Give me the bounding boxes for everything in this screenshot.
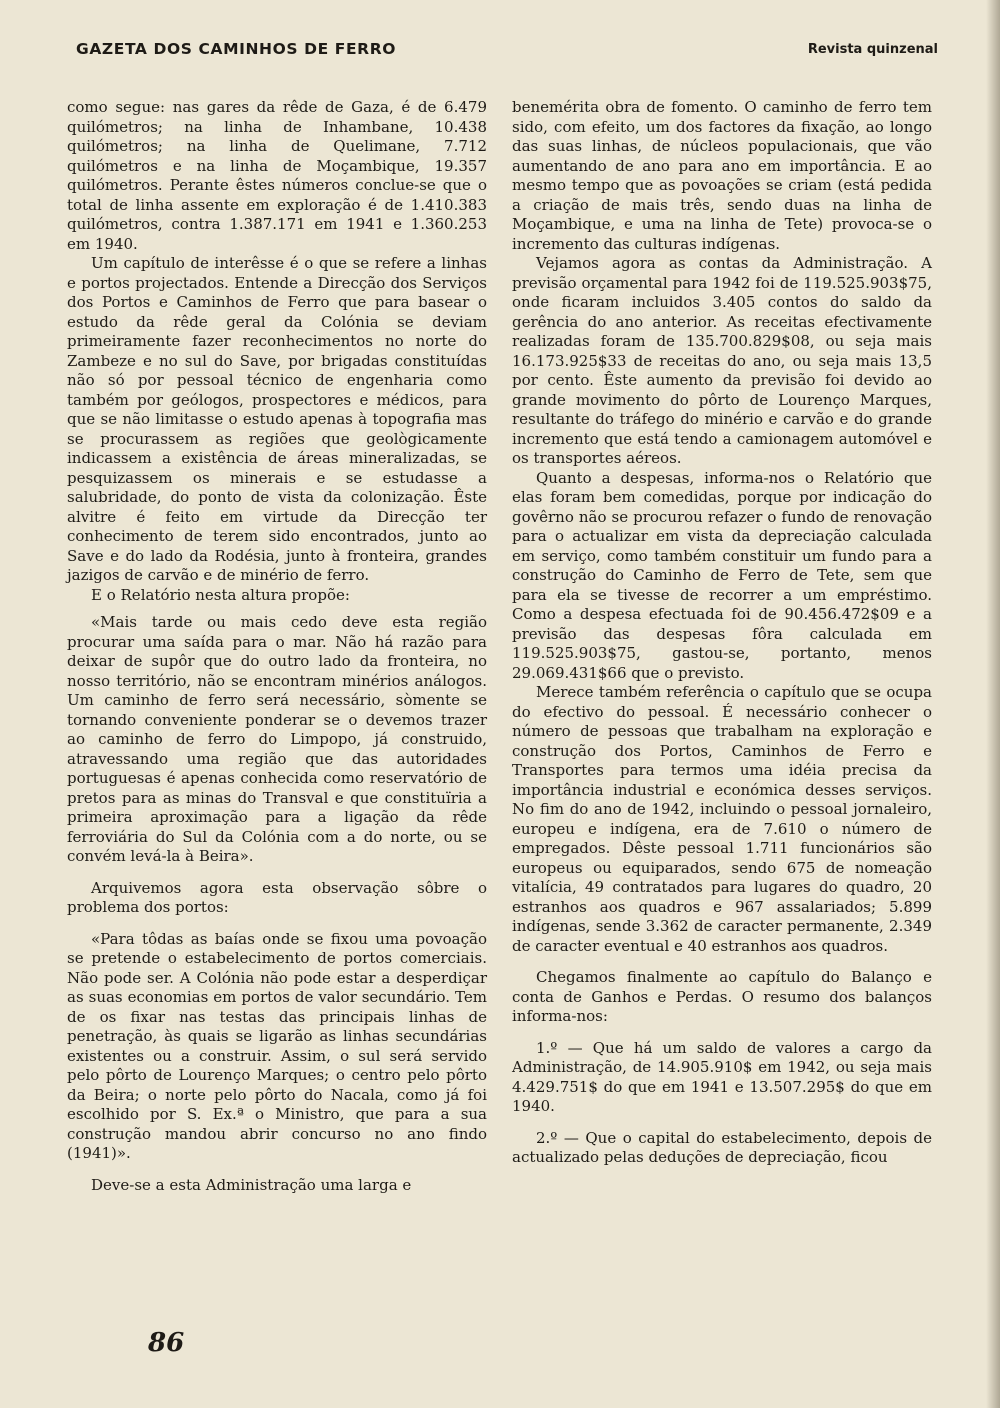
paragraph: como segue: nas gares da rêde de Gaza, é de 6.479 quilómetros; na linha de Inhambane, 10.438 quilómetros; na linha de Quelimane, 7.712 quilómetros e na linha de Moçambique, 19.357 quilómetros. Perante êstes números conclue-se que o total de linha assente em exploração é de 1.410.383 quilómetros, contra 1.387.171 em 1941 e 1.360.253 em 1940. (67, 98, 487, 253)
paragraph: Um capítulo de interêsse é o que se refere a linhas e portos projectados. Entende a Direcção dos Serviços dos Portos e Caminhos de Ferro que para basear o estudo da rêde geral da Colónia se deviam primeiramente fazer reconhecimentos no norte do Zambeze e no sul do Save, por brigadas constituídas não só por pessoal técnico de engenharia como também por geólogos, prospectores e médicos, para que se não limitasse o estudo apenas à topografia mas se procurassem as regiões que geològicamente indicassem a existência de áreas mineralizadas, se pesquizassem os minerais e se estudasse a salubridade, do ponto de vista da colonização. Êste alvitre é feito em virtude da Direcção ter conhecimento de terem sido encontrados, junto ao Save e do lado da Rodésia, junto à fronteira, grandes jazigos de carvão e de minério de ferro. (67, 254, 487, 584)
paragraph: Quanto a despesas, informa-nos o Relatório que elas foram bem comedidas, porque por indicação do govêrno não se procurou refazer o fundo de renovação para o actualizar em vista da depreciação calculada em serviço, como também constituir um fundo para a construção do Caminho de Ferro de Tete, sem que para ela se tivesse de recorrer a um empréstimo. Como a despesa efectuada foi de 90.456.472$09 e a previsão das despesas fôra calculada em 119.525.903$75, gastou-se, portanto, menos 29.069.431$66 que o previsto. (512, 468, 932, 682)
paragraph: Deve-se a esta Administração uma larga e (91, 1175, 412, 1194)
paragraph: benemérita obra de fomento. O caminho de ferro tem sido, com efeito, um dos factores da fixação, ao longo das suas linhas, de núcleos populacionais, que vão aumentando de ano para ano em importância. E ao mesmo tempo que as povoações se criam (está pedida a criação de mais três, sendo duas na linha de Moçambique, e uma na linha de Tete) provoca-se o incremento das culturas indígenas. (512, 98, 932, 253)
list-item: 1.º — Que há um saldo de valores a cargo da Administração, de 14.905.910$ em 1942, ou seja mais 4.429.751$ do que em 1941 e 13.507.295$ do que em 1940. (512, 1038, 932, 1115)
quotation: «Para tôdas as baías onde se fixou uma povoação se pretende o estabelecimento de portos comerciais. Não pode ser. A Colónia não pode estar a desperdiçar as suas economias em portos de valor secundário. Tem de os fixar nas testas das principais linhas de penetração, às quais se ligarão as linhas secundárias existentes ou a construir. Assim, o sul será servido pelo pôrto de Lourenço Marques; o centro pelo pôrto da Beira; o norte pelo pôrto do Nacala, como já foi escolhido por S. Ex.ª o Ministro, que para a sua construção mandou abrir concurso no ano findo (1941)». (67, 929, 487, 1162)
page-number: 86 (148, 1328, 185, 1358)
paragraph: Merece também referência o capítulo que se ocupa do efectivo do pessoal. É necessário conhecer o número de pessoas que trabalham na exploração e construção dos Portos, Caminhos de Ferro e Transportes para termos uma idéia precisa da importância industrial e económica desses serviços. No fim do ano de 1942, incluindo o pessoal jornaleiro, europeu e indígena, era de 7.610 o número de empregados. Dêste pessoal 1.711 funcionários são europeus ou equiparados, sendo 675 de nomeação vitalícia, 49 contratados para lugares do quadro, 20 estranhos aos quadros e 967 assalariados; 5.899 indígenas, sende 3.362 de caracter permanente, 2.349 de caracter eventual e 40 estranhos aos quadros. (512, 683, 932, 955)
running-header (76, 40, 938, 64)
left-column (67, 98, 487, 1195)
paragraph: Vejamos agora as contas da Administração. A previsão orçamental para 1942 foi de 119.525.903$75, onde ficaram incluidos 3.405 contos do saldo da gerência do ano anterior. As receitas efectivamente realizadas foram de 135.700.829$08, ou seja mais 16.173.925$33 de receitas do ano, ou seja mais 13,5 por cento. Êste aumento da previsão foi devido ao grande movimento do pôrto de Lourenço Marques, resultante do tráfego do minério e carvão e do grande incremento que está tendo a camionagem automóvel e os transportes aéreos. (512, 254, 932, 467)
paragraph: Arquivemos agora esta observação sôbre o problema dos portos: (67, 878, 487, 916)
list-item: 2.º — Que o capital do estabelecimento, depois de actualizado pelas deduções de depreciação, ficou (512, 1128, 932, 1166)
paragraph: Chegamos finalmente ao capítulo do Balanço e conta de Ganhos e Perdas. O resumo dos balanços informa-nos: (512, 968, 932, 1025)
paragraph: E o Relatório nesta altura propõe: (91, 585, 350, 604)
right-column (512, 98, 932, 1168)
quotation: «Mais tarde ou mais cedo deve esta região procurar uma saída para o mar. Não há razão para deixar de supôr que do outro lado da fronteira, no nosso território, não se encontram minérios análogos. Um caminho de ferro será necessário, sòmente se tornando conveniente ponderar se o devemos trazer ao caminho de ferro do Limpopo, já construido, atravessando uma região que das autoridades portuguesas é apenas conhecida como reservatório de pretos para as minas do Transval e que constituïria a primeira aproximação para a ligação da rêde ferroviária do Sul da Colónia com a do norte, ou se convém levá-la à Beira». (67, 613, 487, 865)
journal-title: GAZETA DOS CAMINHOS DE FERRO (76, 40, 397, 58)
page-edge-shadow (986, 0, 1000, 1408)
journal-subtitle: Revista quinzenal (807, 42, 938, 57)
